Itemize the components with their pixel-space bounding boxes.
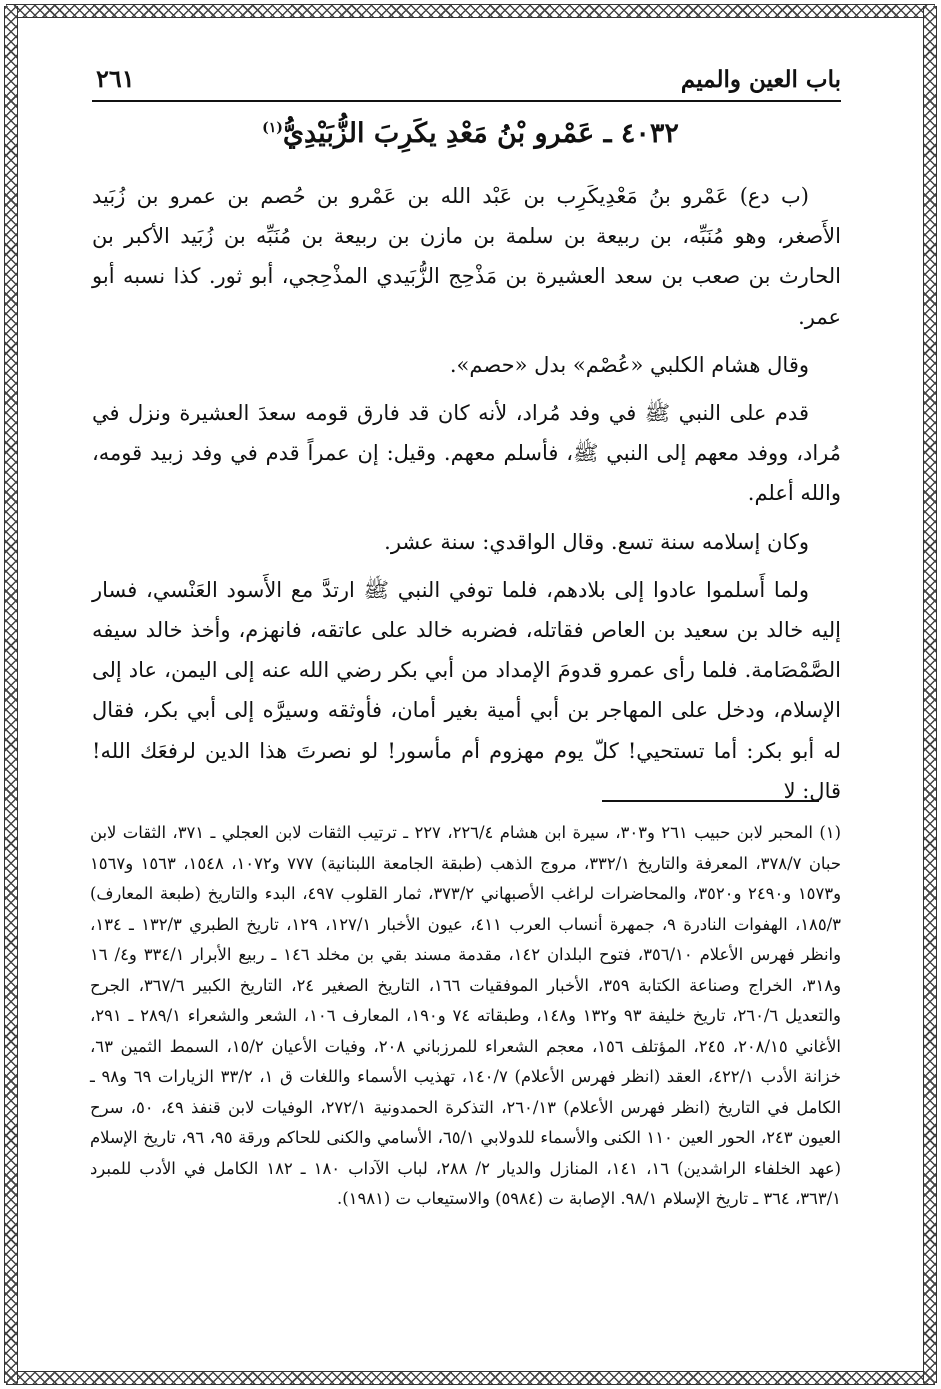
page-border-top [6, 4, 935, 18]
chapter-title: باب العين والميم [680, 66, 841, 93]
page-number: ٢٦١ [96, 64, 135, 93]
paragraph-lineage: (ب دع) عَمْرو بنُ مَعْدِيكَرِب بن عَبْد الله بن عَمْرو بن حُصم بن عمرو بن زُبَيد الأَصغر، وهو مُنَبِّه، بن ربيعة بن سلمة بن مازن بن ربيعة بن مُنَبِّه بن زُبَيد الأكبر بن الحارث بن صعب بن سعد العشيرة بن مَذْحِج الزُّبَيدي المذْحِجي، أبو ثور. كذا نسبه أبو عمر. [92, 184, 841, 329]
footnote-separator [602, 800, 819, 802]
entry-title-text: ٤٠٣٢ ـ عَمْرو بْنُ مَعْدِ يكَرِبَ الزُّبَيْدِيُّ [282, 118, 679, 149]
page-header [92, 60, 841, 102]
page-border-bottom [6, 1371, 935, 1385]
paragraph-kalbi: وقال هشام الكلبي «عُصْم» بدل «حصم». [449, 352, 809, 377]
footnote-marker: (١) [262, 120, 283, 136]
paragraph-apostasy: ولما أَسلموا عادوا إلى بلادهم، فلما توفي النبي ﷺ ارتدَّ مع الأَسود العَنْسي، فسار إليه خالد بن سعيد بن العاص فقاتله، فضربه خالد على عاتقه، فانهزم، وأخذ خالد سيفه الصَّمْصَامة. فلما رأى عمرو قدومَ الإمداد من أبي بكر رضي الله عنه إلى اليمن، عاد إلى الإسلام، ودخل على المهاجر بن أبي أمية بغير أمان، فأوثقه وسيرَّه إلى أبي بكر، فقال له أبو بكر: أما تستحيي! كلّ يوم مهزوم أم مأسور! لو نصرتَ هذا الدين لرفعَك الله! قال: لا [92, 577, 841, 803]
body-text [92, 176, 841, 819]
paragraph-islam-year: وكان إسلامه سنة تسع. وقال الواقدي: سنة عشر. [384, 529, 809, 554]
entry-title [100, 118, 841, 149]
page-border-left [4, 6, 18, 1383]
paragraph-delegation: قدم على النبي ﷺ في وفد مُراد، لأنه كان قد فارق قومه سعدَ العشيرة ونزل في مُراد، ووفد معهم إلى النبي ﷺ، فأسلم معهم. وقيل: إن عمراً قدم في وفد زبيد قومه، والله أعلم. [92, 401, 841, 506]
footnote: (١) المحبر لابن حبيب ٢٦١ و٣٠٣، سيرة ابن هشام ٢٢٦/٤، ٢٢٧ ـ ترتيب الثقات لابن العجلي ـ ٣٧١، الثقات لابن حبان ٣٧٨/٧، المعرفة والتاريخ ٣٣٢/١، مروج الذهب (طبقة الجامعة اللبنانية) ٧٧٧ و١٠٧٢، ١٥٤٨، ١٥٦٣ و١٥٦٧ و١٥٧٣ و٢٤٩٠ و٣٥٢٠، والمحاضرات لراغب الأصبهاني ٣٧٣/٢، ثمار القلوب ٤٩٧، البدء والتاريخ (طبعة المعارف) ١٨٥/٣، الهفوات النادرة ٩، جمهرة أنساب العرب ٤١١، عيون الأخبار ١٢٧/١، ١٢٩، تاريخ الطبري ١٣٢/٣ ـ ١٣٤، وانظر فهرس الأعلام ٣٥٦/١٠، فتوح البلدان ١٤٢، مقدمة مسند بقي بن مخلد ١٤٦ ـ ربيع الأبرار ٣٣٤/١ و٤/ ١٦ و٣١٨، الخراج وصناعة الكتابة ٣٥٩، الأخبار الموفقيات ١٦٦، التاريخ الصغير ٢٤، التاريخ الكبير ٣٦٧/٦، الجرح والتعديل ٢٦٠/٦، تاريخ خليفة ٩٣ و١٣٢ و١٤٨، وطبقاته ٧٤ و١٩٠، المعارف ١٠٦، الشعر والشعراء ٢٨٩/١ ـ ٢٩١، الأغاني ٢٠٨/١٥، ٢٤٥، المؤتلف ١٥٦، معجم الشعراء للمرزباني ٢٠٨، وفيات الأعيان ١٥/٢، السمط الثمين ٦٣، خزانة الأدب ٤٢٢/١، العقد (انظر فهرس الأعلام) ١٤٠/٧، تهذيب الأسماء واللغات ق ١، ٣٣/٢ الزيارات ٦٩ و٩٨ ـ الكامل في التاريخ (انظر فهرس الأعلام) ٢٦٠/١٣، التذكرة الحمدونية ٢٧٢/١، الوفيات لابن قنفذ ٤٩، ٥٠، سرح العيون ٢٤٣، الحور العين ١١٠ الكنى والأسماء للدولابي ٦٥/١، الأسامي والكنى للحاكم ورقة ٩٥، ٩٦، تاريخ الإسلام (عهد الخلفاء الراشدين) ١٦، ١٤١، المنازل والديار ٢/ ٢٨٨، لباب الآداب ١٨٠ ـ ١٨٢ الكامل في الأدب للمبرد ٣٦٣/١، ٣٦٤ ـ تاريخ الإسلام ٩٨/١. الإصابة ت (٥٩٨٤) والاستيعاب ت (١٩٨١). [90, 823, 842, 1208]
page-border-right [923, 6, 937, 1383]
